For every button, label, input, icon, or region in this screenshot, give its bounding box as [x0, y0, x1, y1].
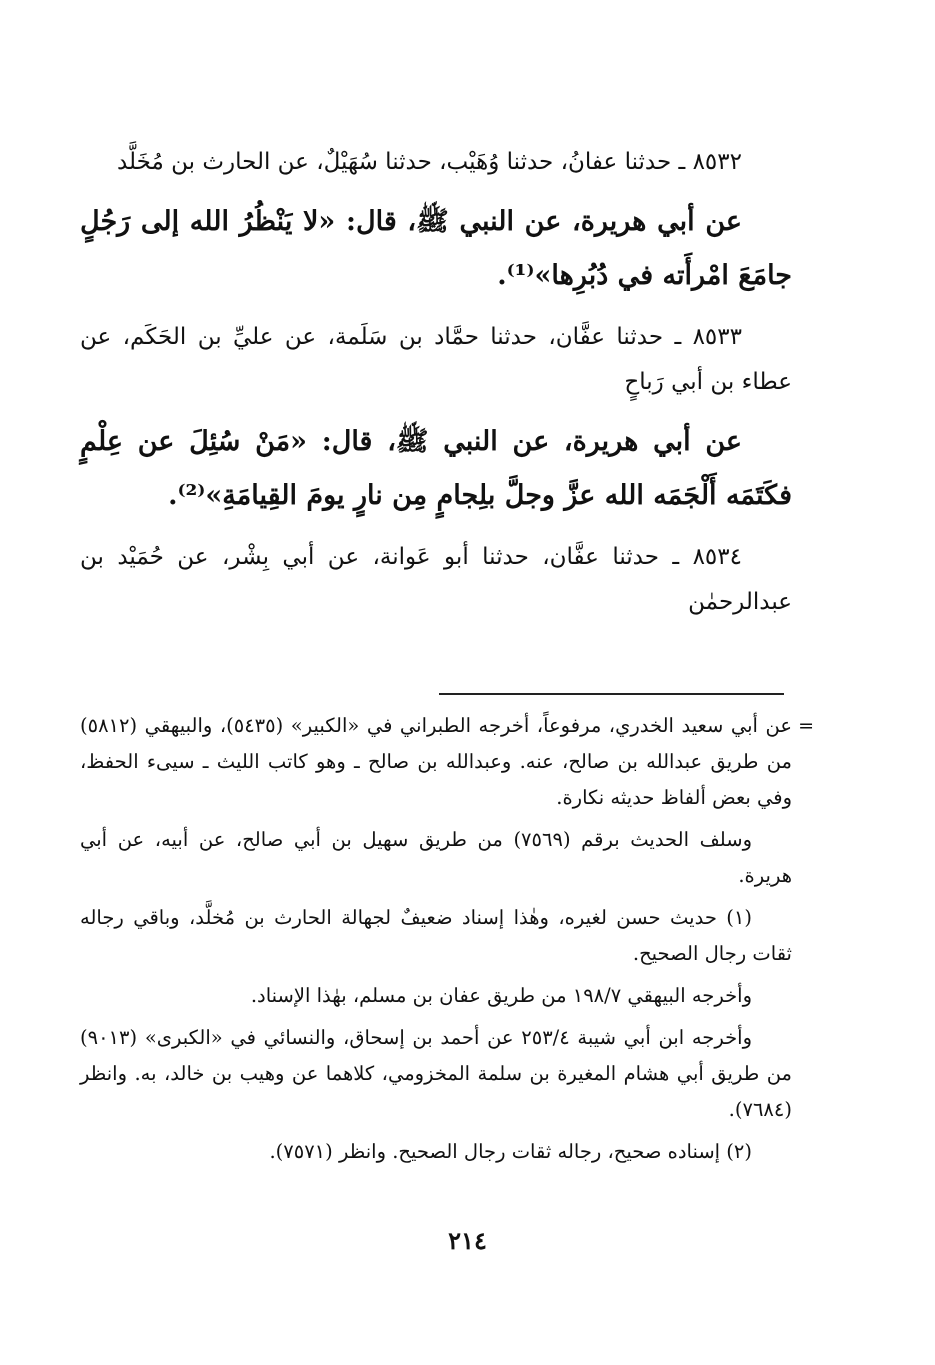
main-text [80, 140, 792, 635]
hadith-8533-isnad: ٨٥٣٣ ـ حدثنا عفَّان، حدثنا حمَّاد بن سَلَمة، عن عليِّ بن الحَكَم، عن عطاء بن أبي رَباحٍ [80, 324, 792, 395]
footnote-separator [439, 693, 784, 695]
hadith-8534-isnad: ٨٥٣٤ ـ حدثنا عفَّان، حدثنا أبو عَوانة، عن أبي بِشْر، عن حُمَيْد بن عبدالرحمٰن [80, 544, 792, 615]
footnote-text: عن أبي سعيد الخدري، مرفوعاً، أخرجه الطبراني في «الكبير» (٥٤٣٥)، والبيهقي (٥٨١٢) من طريق عبدالله بن صالح، عنه. وعبدالله بن صالح ـ وهو كاتب الليث ـ سيىء الحفظ، وفي بعض ألفاظ حديثه نكارة. [80, 714, 792, 809]
hadith-8533-matn: عن أبي هريرة، عن النبي ﷺ، قال: «مَنْ سُئِلَ عن عِلْمٍ فكَتَمَه أَلْجَمَه الله عزَّ وجلَّ بلِجامٍ مِن نارٍ يومَ القِيامَةِ»⁽²⁾. [80, 426, 792, 511]
footnotes [80, 708, 814, 1176]
continuation-mark: = [798, 715, 814, 737]
footnote-2: (٢) إسناده صحيح، رجاله ثقات رجال الصحيح. وانظر (٧٥٧١). [269, 1140, 752, 1163]
hadith-8532-matn: عن أبي هريرة، عن النبي ﷺ، قال: «لا يَنْظُرُ الله إلى رَجُلٍ جامَعَ امْرأَته في دُبُرِها»⁽¹⁾. [80, 206, 792, 291]
footnote-paragraph: وسلف الحديث برقم (٧٥٦٩) من طريق سهيل بن أبي صالح، عن أبيه، عن أبي هريرة. [80, 828, 792, 887]
footnote-continuation [80, 708, 814, 816]
hadith-8532-isnad: ٨٥٣٢ ـ حدثنا عفانُ، حدثنا وُهَيْب، حدثنا سُهَيْلٌ، عن الحارث بن مُخَلَّد [116, 149, 742, 175]
page-number: ٢١٤ [448, 1226, 487, 1255]
footnote-paragraph: وأخرجه ابن أبي شيبة ٢٥٣/٤ عن أحمد بن إسحاق، والنسائي في «الكبرى» (٩٠١٣) من طريق أبي هشام المغيرة بن سلمة المخزومي، كلاهما عن وهيب بن خالد، به. وانظر (٧٦٨٤). [80, 1026, 792, 1121]
footnote-1: (١) حديث حسن لغيره، وهٰذا إسناد ضعيفٌ لجهالة الحارث بن مُخلَّد، وباقي رجاله ثقات رجال الصحيح. [80, 906, 792, 965]
footnote-paragraph: وأخرجه البيهقي ١٩٨/٧ من طريق عفان بن مسلم، بهٰذا الإسناد. [250, 984, 752, 1007]
